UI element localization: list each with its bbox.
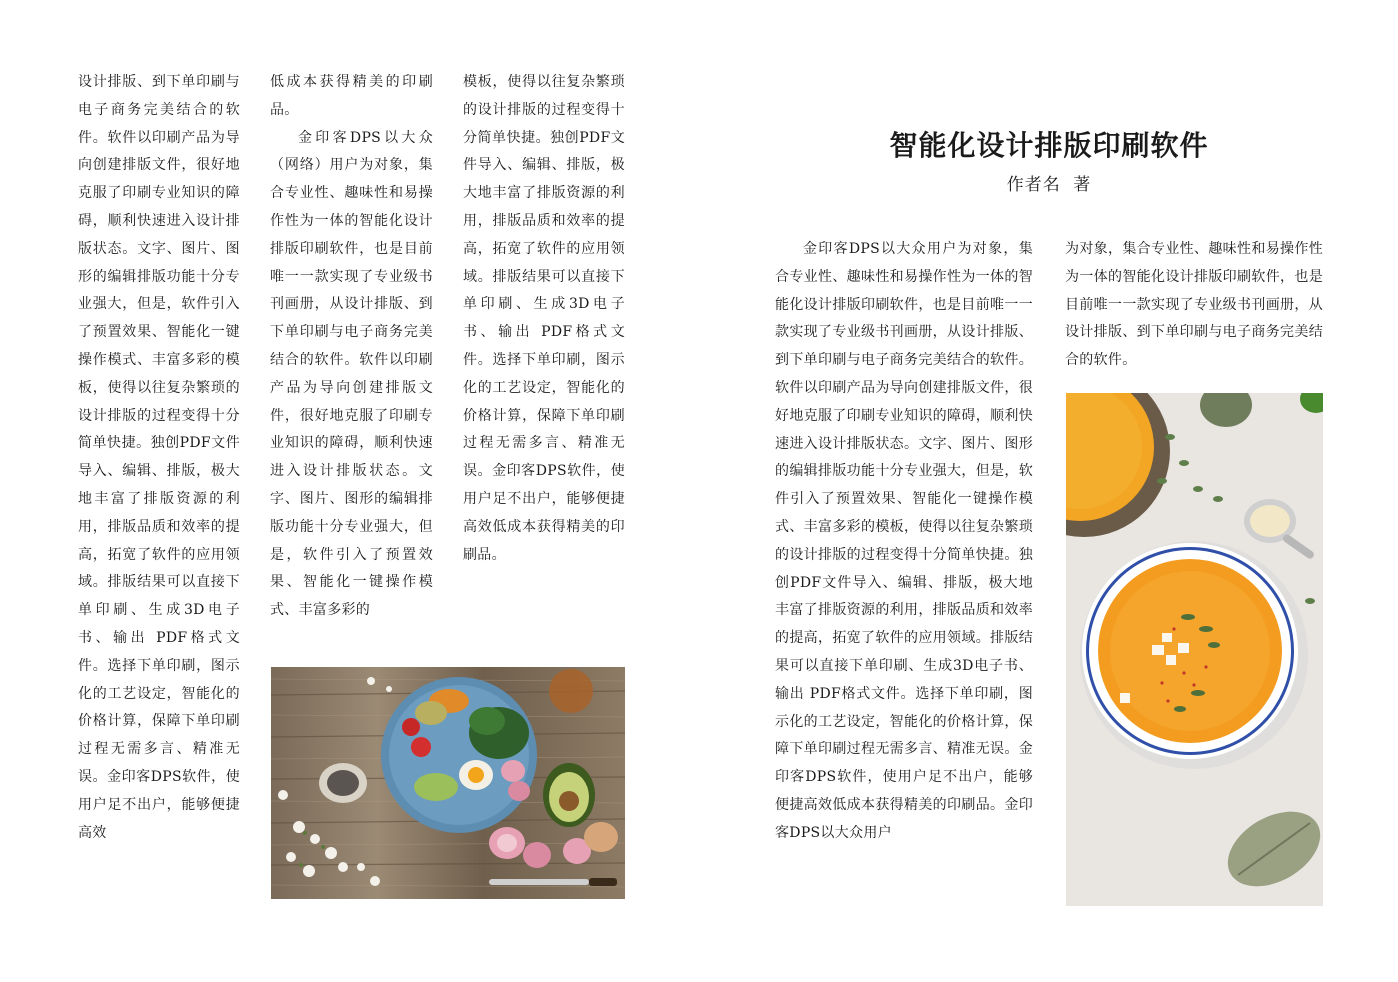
salad-photo xyxy=(271,667,625,899)
pumpkin-soup-image xyxy=(1066,393,1323,906)
salad-bowl-image xyxy=(271,667,625,899)
paragraph: 金印客DPS以大众（网络）用户为对象，集合专业性、趣味性和易操作性为一体的智能化设计排版印刷软件，也是目前唯一一款实现了专业级书刊画册，从设计排版、到下单印刷与电子商务完美结合的软件。软件以印刷产品为导向创建排版文件，很好地克服了印刷专业知识的障碍，顺利快速进入设计排版状态。文字、图片、图形的编辑排版功能十分专业强大，但是，软件引入了预置效果、智能化一键操作模式、丰富多彩的 xyxy=(270,129,433,619)
author-byline: 作者名 著 xyxy=(1006,175,1092,195)
right-page-column-1 xyxy=(775,236,1033,908)
soup-photo xyxy=(1066,393,1323,906)
paragraph: 低成本获得精美的印刷品。 xyxy=(270,74,433,118)
article-title: 智能化设计排版印刷软件 xyxy=(889,129,1209,162)
paragraph: 金印客DPS以大众用户为对象，集合专业性、趣味性和易操作性为一体的智能化设计排版印刷软件，也是目前唯一一款实现了专业级书刊画册，从设计排版、到下单印刷与电子商务完美结合的软件。软件以印刷产品为导向创建排版文件，很好地克服了印刷专业知识的障碍，顺利快速进入设计排版状态。文字、图片、图形的编辑排版功能十分专业强大，但是，软件引入了预置效果、智能化一键操作模式、丰富多彩的模板，使得以往复杂繁琐的设计排版的过程变得十分简单快捷。独创PDF文件导入、编辑、排版，极大地丰富了排版资源的利用，排版品质和效率的提高，拓宽了软件的应用领域。排版结果可以直接下单印刷、生成3D电子书、输出 PDF格式文件。选择下单印刷，图示化的工艺设定，智能化的价格计算，保障下单印刷过程无需多言、精准无误。金印客DPS软件，使用户足不出户，能够便捷高效低成本获得精美的印刷品。金印客DPS以大众用户 xyxy=(775,241,1033,841)
paragraph: 为对象，集合专业性、趣味性和易操作性为一体的智能化设计排版印刷软件，也是目前唯一一款实现了专业级书刊画册，从设计排版、到下单印刷与电子商务完美结合的软件。 xyxy=(1065,241,1323,369)
left-page-column-3 xyxy=(463,69,625,629)
paragraph: 设计排版、到下单印刷与电子商务完美结合的软件。软件以印刷产品为导向创建排版文件，很好地克服了印刷专业知识的障碍，顺利快速进入设计排版状态。文字、图片、图形的编辑排版功能十分专业强大，但是，软件引入了预置效果、智能化一键操作模式、丰富多彩的模板，使得以往复杂繁琐的设计排版的过程变得十分简单快捷。独创PDF文件导入、编辑、排版，极大地丰富了排版资源的利用，排版品质和效率的提高，拓宽了软件的应用领域。排版结果可以直接下单印刷、生成3D电子书、输出 PDF格式文件。选择下单印刷，图示化的工艺设定，智能化的价格计算，保障下单印刷过程无需多言、精准无误。金印客DPS软件，使用户足不出户，能够便捷高效 xyxy=(78,74,240,841)
paragraph: 模板，使得以往复杂繁琐的设计排版的过程变得十分简单快捷。独创PDF文件导入、编辑、排版，极大地丰富了排版资源的利用，排版品质和效率的提高，拓宽了软件的应用领域。排版结果可以直接下单印刷、生成3D电子书、输出 PDF格式文件。选择下单印刷，图示化的工艺设定，智能化的价格计算，保障下单印刷过程无需多言、精准无误。金印客DPS软件，使用户足不出户，能够便捷高效低成本获得精美的印刷品。 xyxy=(463,74,625,563)
left-page-column-2 xyxy=(270,69,433,659)
left-page-column-1 xyxy=(78,69,240,911)
right-page-column-2 xyxy=(1065,236,1323,376)
